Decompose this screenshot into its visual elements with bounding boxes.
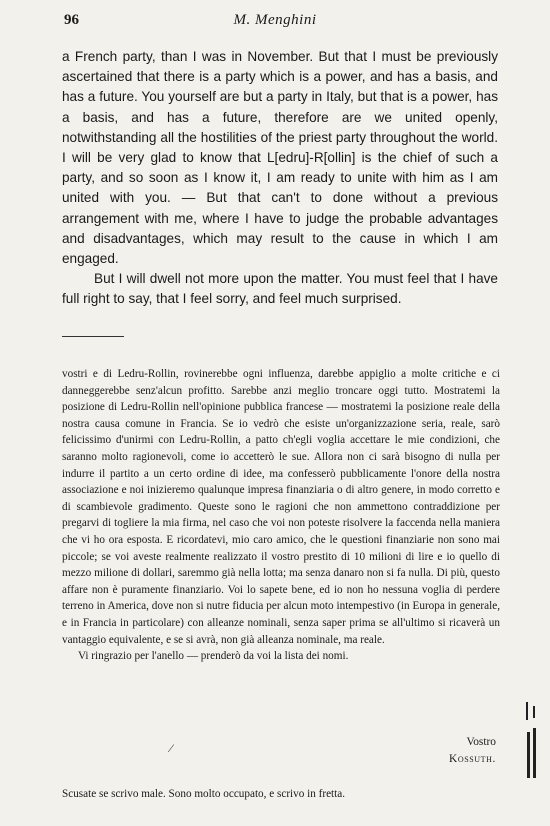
footnote-closing: Vi ringrazio per l'anello — prenderò da voi la lista dei nomi. <box>78 650 349 663</box>
main-paragraph-1: a French party, than I was in November. But that I must be previously ascertained that there is a party which is a power, and has a basis, and has a future. You yourself are but a party in Italy, but that is a power, has a basis, and has a future, therefore are we united openly, notwithstanding all the hostilities of the priest party throughout the world. I will be very glad to know that L[edru]-R[ollin] is the chief of such a party, and so soon as I know it, I am ready to unite with him as I am united with you. — But that can't to done without a previous arrangement with me, where I have to judge the probable advantages and disadvantages, which may result to the cause in which I am engaged. <box>62 49 498 267</box>
footnote <box>62 366 500 665</box>
margin-scan-artifact <box>524 702 538 778</box>
page-number: 96 <box>64 12 79 28</box>
footnote-separator <box>62 336 124 337</box>
valediction: Vostro <box>466 736 496 748</box>
footnote-body: vostri e di Ledru-Rollin, rovinerebbe ogni influenza, darebbe appiglio a molte critiche e ci danneggerebbe senz'alcun profitto. Sarebbe anzi meglio troncare oggi tutto. Mostratemi la posizione di Ledru-Rollin nell'opinione pubblica francese — mostratemi la posizione reale della nostra causa comune in Francia. Se io vedrò che esiste un'organizzazione seria, reale, sarò felicissimo d'unirmi con Ledru-Rollin, a patto ch'egli voglia accettare le mie condizioni, che saranno molto ragionevoli, come io accetterò le sue. Allora non ci sarà bisogno di nulla per indurre il partito a un certo ordine di idee, ma confesserò pubblicamente l'onore della nostra associazione e noi inizieremo qualunque impresa finanziaria o di altro genere, in modo corretto e di scambievole gradimento. Queste sono le ragioni che non ammettono contraddizione per pregarvi di togliere la mia firma, nel caso che voi non poteste risolvere la faccenda nella maniera che vi ho ora esposta. E ricordatevi, mio caro amico, che le questioni finanziarie non sono mai piccole; se voi aveste realmente realizzato il vostro prestito di 10 milioni di lire e io quello di mezzo milione di dollari, saremmo già nella lotta; ma senza danaro non si fa nulla. Di più, questo affare non è puramente finanziario. Voi lo sapete bene, ed io non ho nessuna voglia di perdere terreno in America, dove non si nutre fiducia per alcun moto intempestivo (in Europa in generale, e in Francia in particolare) con alleanze nominali, senza saper prima se all'ultimo si ricaverà un vantaggio equivalente, e se si avrà, non già alleanza nominale, ma reale. <box>62 368 500 646</box>
signatory: Kossuth. <box>449 753 496 765</box>
page-header <box>0 12 550 34</box>
running-head: M. Menghini <box>233 12 317 28</box>
main-paragraph-2: But I will dwell not more upon the matter. You must feel that I have full right to say, that I feel sorry, and feel much surprised. <box>62 271 498 307</box>
pen-mark-icon: ⁄ <box>170 741 173 755</box>
signature-block <box>376 734 496 768</box>
postscript: Scusate se scrivo male. Sono molto occupato, e scrivo in fretta. <box>62 788 346 800</box>
main-text <box>62 47 498 310</box>
